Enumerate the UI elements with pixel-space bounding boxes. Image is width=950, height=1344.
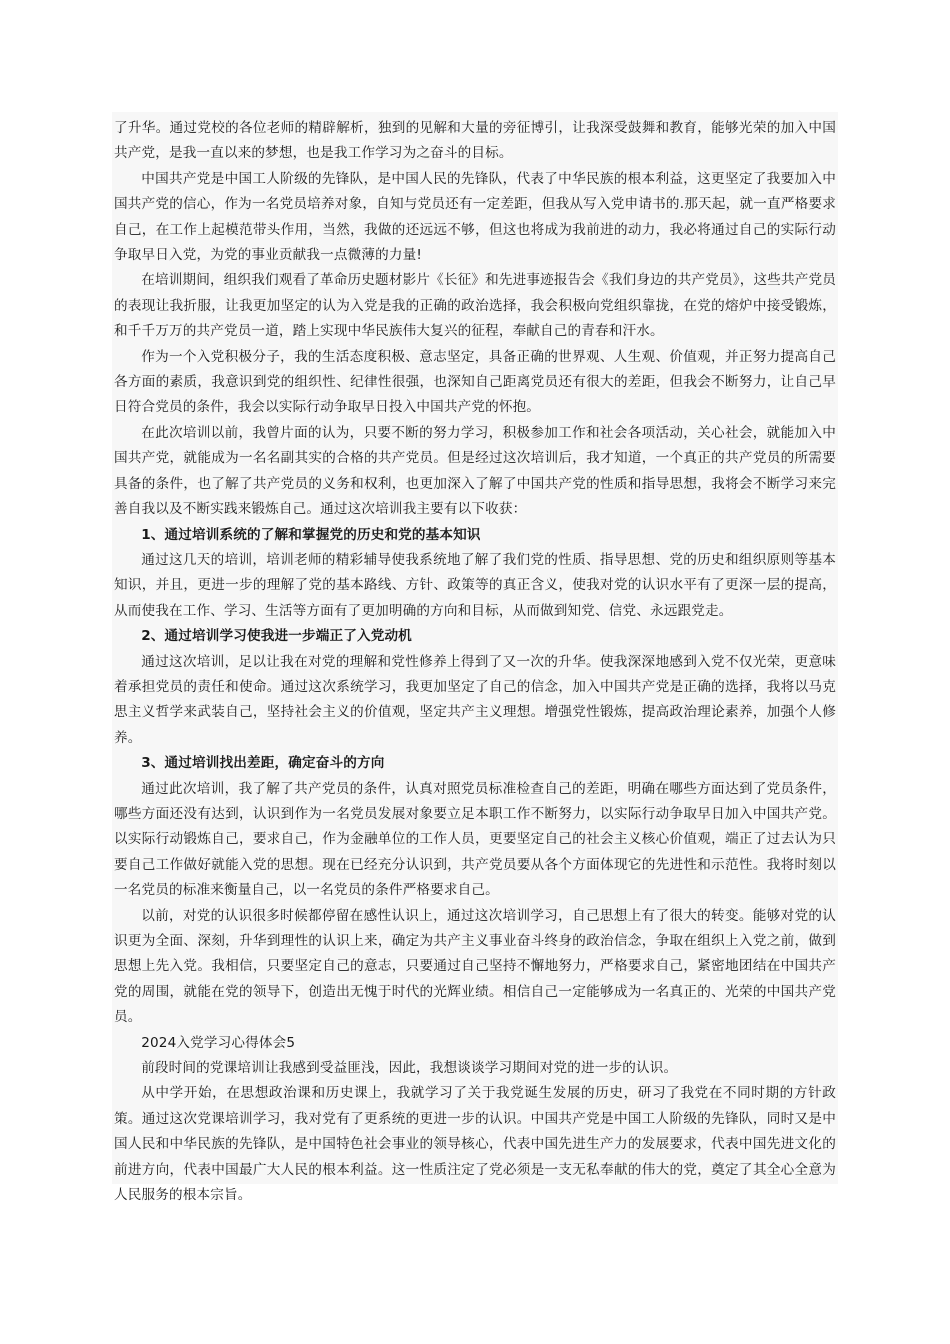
paragraph-1: 了升华。通过党校的各位老师的精辟解析，独到的见解和大量的旁征博引，让我深受鼓舞和教育，能够光荣的加入中国共产党，是我一直以来的梦想，也是我工作学习为之奋斗的目标。 <box>114 120 836 162</box>
paragraph-5: 在此次培训以前，我曾片面的认为，只要不断的努力学习，积极参加工作和社会各项活动，关心社会，就能加入中国共产党，就能成为一名名副其实的合格的共产党员。但是经过这次培训后，我才知道，一个真正的共产党员的所需要具备的条件，也了解了共产党员的义务和权利，也更加深入了解了中国共产党的性质和指导思想，我将会不断学习来完善自我以及不断实践来锻炼自己。通过这次培训我主要有以下收获： <box>114 424 836 518</box>
section-heading-3: 3、通过培训找出差距，确定奋斗的方向 <box>141 755 385 772</box>
article-title: 2024入党学习心得体会5 <box>141 1034 296 1051</box>
paragraph-11: 从中学开始，在思想政治课和历史课上，我就学习了关于我党诞生发展的历史，研习了我党在不同时期的方针政策。通过这次党课培训学习，我对党有了更系统的更进一步的认识。中国共产党是中国工人阶级的先锋队，同时又是中国人民和中华民族的先锋队，是中国特色社会事业的领导核心，代表中国先进生产力的发展要求，代表中国先进文化的前进方向，代表中国最广大人民的根本利益。这一性质注定了党必须是一支无私奉献的伟大的党，奠定了其全心全意为人民服务的根本宗旨。 <box>114 1085 836 1204</box>
paragraph-4: 作为一个入党积极分子，我的生活态度积极、意志坚定，具备正确的世界观、人生观、价值观，并正努力提高自己各方面的素质，我意识到党的组织性、纪律性很强，也深知自己距离党员还有很大的差距，但我会不断努力，让自己早日符合党员的条件，我会以实际行动争取早日投入中国共产党的怀抱。 <box>114 348 836 416</box>
paragraph-8: 通过此次培训，我了解了共产党员的条件，认真对照党员标准检查自己的差距，明确在哪些方面达到了党员条件，哪些方面还没有达到，认识到作为一名党员发展对象要立足本职工作不断努力，以实际行动争取早日加入中国共产党。以实际行动锻炼自己，要求自己，作为金融单位的工作人员，更要坚定自己的社会主义核心价值观，端正了过去认为只要自己工作做好就能入党的思想。现在已经充分认识到，共产党员要从各个方面体现它的先进性和示范性。我将时刻以一名党员的标准来衡量自己，以一名党员的条件严格要求自己。 <box>114 780 836 899</box>
document-body <box>114 116 836 1208</box>
paragraph-7: 通过这次培训，足以让我在对党的理解和党性修养上得到了又一次的升华。使我深深地感到入党不仅光荣，更意味着承担党员的责任和使命。通过这次系统学习，我更加坚定了自己的信念，加入中国共产党是正确的选择，我将以马克思主义哲学来武装自己，坚持社会主义的价值观，坚定共产主义理想。增强党性锻炼，提高政治理论素养，加强个人修养。 <box>114 653 836 746</box>
paragraph-10: 前段时间的党课培训让我感到受益匪浅，因此，我想谈谈学习期间对党的进一步的认识。 <box>141 1060 678 1077</box>
paragraph-3: 在培训期间，组织我们观看了革命历史题材影片《长征》和先进事迹报告会《我们身边的共产党员》，这些共产党员的表现让我折服，让我更加坚定的认为入党是我的正确的政治选择，我会积极向党组织靠拢，在党的熔炉中接受锻炼，和千千万万的共产党员一道，踏上实现中华民族伟大复兴的征程，奉献自己的青春和汗水。 <box>114 272 836 340</box>
paragraph-9: 以前，对党的认识很多时候都停留在感性认识上，通过这次培训学习，自己思想上有了很大的转变。能够对党的认识更为全面、深刻，升华到理性的认识上来，确定为共产主义事业奋斗终身的政治信念，争取在组织上入党之前，做到思想上先入党。我相信，只要坚定自己的意志，只要通过自己坚持不懈地努力，严格要求自己，紧密地团结在中国共产党的周围，就能在党的领导下，创造出无愧于时代的光辉业绩。相信自己一定能够成为一名真正的、光荣的中国共产党员。 <box>114 907 836 1026</box>
paragraph-2: 中国共产党是中国工人阶级的先锋队，是中国人民的先锋队，代表了中华民族的根本利益，这更坚定了我要加入中国共产党的信心，作为一名党员培养对象，自知与党员还有一定差距，但我从写入党申请书的.那天起，就一直严格要求自己，在工作上起模范带头作用，当然，我做的还远远不够，但这也将成为我前进的动力，我必将通过自己的实际行动争取早日入党，为党的事业贡献我一点微薄的力量! <box>114 170 836 264</box>
section-heading-2: 2、通过培训学习使我进一步端正了入党动机 <box>141 628 412 645</box>
paragraph-6: 通过这几天的培训，培训老师的精彩辅导使我系统地了解了我们党的性质、指导思想、党的历史和组织原则等基本知识，并且，更进一步的理解了党的基本路线、方针、政策等的真正含义，使我对党的认识水平有了更深一层的提高，从而使我在工作、学习、生活等方面有了更加明确的方向和目标，从而做到知党、信党、永远跟党走。 <box>114 551 836 619</box>
section-heading-1: 1、通过培训系统的了解和掌握党的历史和党的基本知识 <box>141 526 481 543</box>
